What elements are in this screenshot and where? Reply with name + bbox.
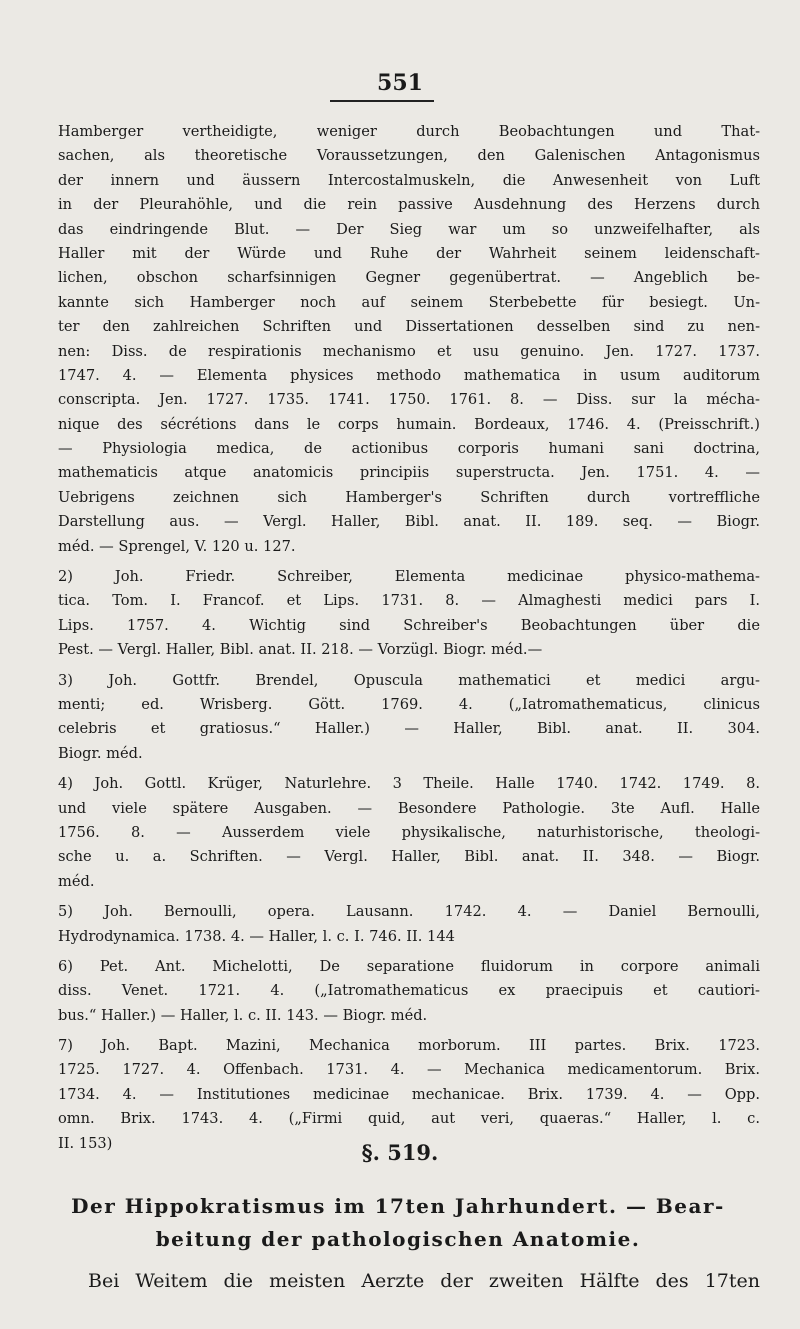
- text-line: Darstellung aus. — Vergl. Haller, Bibl. anat. II. 189. seq. — Biogr.: [58, 513, 760, 531]
- text-line: und viele spätere Ausgaben. — Besondere Pathologie. 3te Aufl. Halle: [58, 799, 760, 817]
- text-line: 4) Joh. Gottl. Krüger, Naturlehre. 3 Theile. Halle 1740. 1742. 1749. 8.: [58, 775, 760, 793]
- text-line: Hydrodynamica. 1738. 4. — Haller, l. c. I. 746. II. 144: [58, 927, 455, 945]
- text-line: lichen, obschon scharfsinnigen Gegner gegenübertrat. — Angeblich be-: [58, 269, 760, 287]
- section-number: §. 519.: [361, 1140, 439, 1165]
- text-line: méd. — Sprengel, V. 120 u. 127.: [58, 537, 296, 555]
- section-heading-line-1: Der Hippokratismus im 17ten Jahrhundert. — Bear-: [71, 1194, 725, 1218]
- footnote-block: [58, 120, 760, 1162]
- paragraph: [58, 772, 760, 894]
- text-line: — Physiologia medica, de actionibus corporis humani sani doctrina,: [58, 440, 760, 458]
- text-line: das eindringende Blut. — Der Sieg war um so unzweifelhafter, als: [58, 220, 760, 238]
- text-line: Biogr. méd.: [58, 744, 143, 762]
- text-line: menti; ed. Wrisberg. Gött. 1769. 4. („Iatromathematicus, clinicus: [58, 695, 760, 713]
- text-line: méd.: [58, 872, 95, 890]
- page-number: 551: [377, 70, 423, 96]
- body-first-line: Bei Weitem die meisten Aerzte der zweiten Hälfte des 17ten: [88, 1270, 760, 1292]
- text-line: sachen, als theoretische Voraussetzungen, den Galenischen Antagonismus: [58, 147, 760, 165]
- text-line: Hamberger vertheidigte, weniger durch Beobachtungen und That-: [58, 123, 760, 140]
- text-line: sche u. a. Schriften. — Vergl. Haller, Bibl. anat. II. 348. — Biogr.: [58, 848, 760, 866]
- paragraph: [58, 955, 760, 1028]
- paragraph: [58, 565, 760, 663]
- text-line: 2) Joh. Friedr. Schreiber, Elementa medicinae physico-mathema-: [58, 568, 760, 586]
- text-line: 6) Pet. Ant. Michelotti, De separatione fluidorum in corpore animali: [58, 957, 760, 975]
- text-line: Lips. 1757. 4. Wichtig sind Schreiber's Beobachtungen über die: [58, 616, 760, 634]
- text-line: 1725. 1727. 4. Offenbach. 1731. 4. — Mechanica medicamentorum. Brix.: [58, 1061, 760, 1079]
- text-line: II. 153): [58, 1134, 113, 1152]
- text-line: in der Pleurahöhle, und die rein passive Ausdehnung des Herzens durch: [58, 196, 760, 214]
- section-heading-line-2: beitung der pathologischen Anatomie.: [155, 1227, 641, 1251]
- text-line: Pest. — Vergl. Haller, Bibl. anat. II. 218. — Vorzügl. Biogr. méd.—: [58, 641, 543, 659]
- text-line: ter den zahlreichen Schriften und Dissertationen desselben sind zu nen-: [58, 318, 760, 336]
- text-line: Uebrigens zeichnen sich Hamberger's Schriften durch vortreffliche: [58, 488, 760, 506]
- text-line: 5) Joh. Bernoulli, opera. Lausann. 1742. 4. — Daniel Bernoulli,: [58, 903, 760, 921]
- paragraph: [58, 900, 760, 949]
- text-line: mathematicis atque anatomicis principiis superstructa. Jen. 1751. 4. —: [58, 464, 760, 482]
- text-line: omn. Brix. 1743. 4. („Firmi quid, aut veri, quaeras.“ Haller, l. c.: [58, 1110, 760, 1128]
- paragraph: [58, 669, 760, 767]
- text-line: 1747. 4. — Elementa physices methodo mathematica in usum auditorum: [58, 366, 760, 384]
- text-line: 1756. 8. — Ausserdem viele physikalische, naturhistorische, theologi-: [58, 823, 760, 841]
- paragraph: [58, 1034, 760, 1156]
- text-line: 1734. 4. — Institutiones medicinae mechanicae. Brix. 1739. 4. — Opp.: [58, 1085, 760, 1103]
- text-line: 7) Joh. Bapt. Mazini, Mechanica morborum. III partes. Brix. 1723.: [58, 1037, 760, 1055]
- header-rule: [330, 100, 434, 102]
- text-line: tica. Tom. I. Francof. et Lips. 1731. 8. — Almaghesti medici pars I.: [58, 592, 760, 610]
- text-line: nique des sécrétions dans le corps humain. Bordeaux, 1746. 4. (Preisschrift.): [58, 415, 760, 433]
- text-line: 3) Joh. Gottfr. Brendel, Opuscula mathematici et medici argu-: [58, 671, 760, 689]
- text-line: kannte sich Hamberger noch auf seinem Sterbebette für besiegt. Un-: [58, 293, 760, 311]
- paragraph: [58, 120, 760, 559]
- text-line: Haller mit der Würde und Ruhe der Wahrheit seinem leidenschaft-: [58, 244, 760, 262]
- text-line: celebris et gratiosus.“ Haller.) — Haller, Bibl. anat. II. 304.: [58, 720, 760, 738]
- text-line: nen: Diss. de respirationis mechanismo et usu genuino. Jen. 1727. 1737.: [58, 342, 760, 360]
- text-line: conscripta. Jen. 1727. 1735. 1741. 1750. 1761. 8. — Diss. sur la mécha-: [58, 391, 760, 409]
- text-line: der innern und äussern Intercostalmuskeln, die Anwesenheit von Luft: [58, 171, 760, 189]
- text-line: bus.“ Haller.) — Haller, l. c. II. 143. — Biogr. méd.: [58, 1006, 428, 1024]
- text-line: diss. Venet. 1721. 4. („Iatromathematicus ex praecipuis et cautiori-: [58, 982, 760, 1000]
